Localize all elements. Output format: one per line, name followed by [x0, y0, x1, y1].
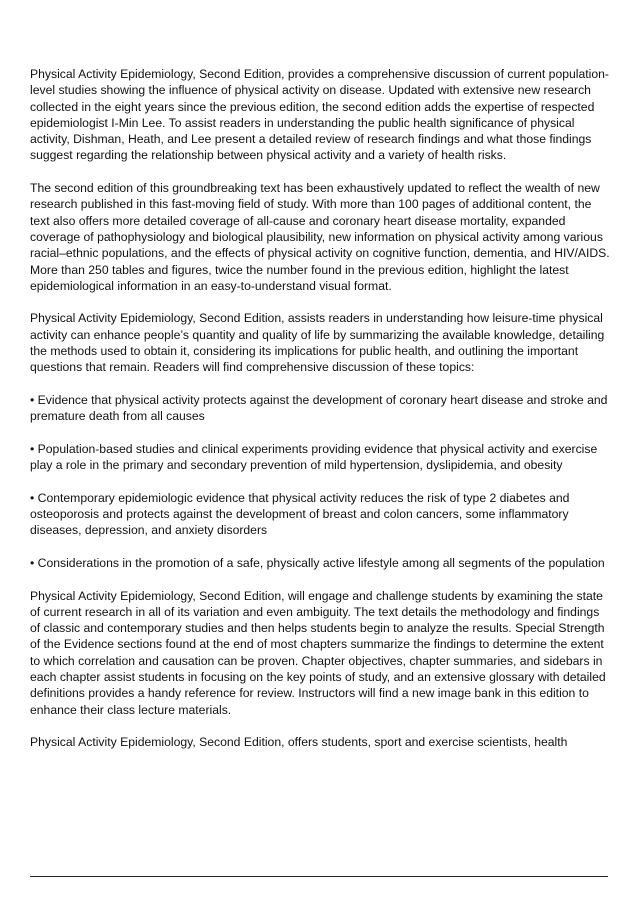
bullet-active-lifestyle: • Considerations in the promotion of a safe, physically active lifestyle among all segments of the population [30, 555, 605, 570]
bullet-coronary-heart-disease: • Evidence that physical activity protects against the development of coronary heart disease and stroke and premature death from all causes [30, 392, 608, 424]
paragraph-topics-intro: Physical Activity Epidemiology, Second Edition, assists readers in understanding how leisure-time physical activity can enhance people’s quantity and quality of life by summarizing the available knowledge, detailing the methods used to obtain it, considering its implications for public health, and outlining the important questions that remain. Readers will find comprehensive discussion of these topics: [30, 311, 605, 375]
footer-divider [30, 876, 608, 877]
paragraph-audience: Physical Activity Epidemiology, Second Edition, offers students, sport and exercise scientists, health [30, 735, 568, 750]
document-body [30, 66, 610, 767]
paragraph-second-edition: The second edition of this groundbreaking text has been exhaustively updated to reflect the wealth of new research published in this fast-moving field of study. With more than 100 pages of additional content, the text also offers more detailed coverage of all-cause and coronary heart disease mortality, expanded coverage of pathophysiology and biological plausibility, new information on physical activity among various racial–ethnic populations, and the effects of physical activity on cognitive function, dementia, and HIV/AIDS. More than 250 tables and figures, twice the number found in the previous edition, highlight the latest epidemiological information in an easy-to-understand visual format. [30, 181, 610, 293]
paragraph-students: Physical Activity Epidemiology, Second Edition, will engage and challenge students by examining the state of current research in all of its variation and even ambiguity. The text details the methodology and findings of classic and contemporary studies and then helps students begin to analyze the results. Special Strength of the Evidence sections found at the end of most chapters summarize the findings to determine the extent to which correlation and causation can be proven. Chapter objectives, chapter summaries, and sidebars in each chapter assist students in focusing on the key points of study, and an extensive glossary with detailed definitions provides a handy reference for review. Instructors will find a new image bank in this edition to enhance their class lecture materials. [30, 588, 606, 717]
bullet-population-studies: • Population-based studies and clinical experiments providing evidence that physical activity and exercise play a role in the primary and secondary prevention of mild hypertension, dyslipidemia, and obesity [30, 441, 598, 473]
bullet-epidemiologic-evidence: • Contemporary epidemiologic evidence that physical activity reduces the risk of type 2 diabetes and osteoporosis and protects against the development of breast and colon cancers, some inflammatory diseases, depression, and anxiety disorders [30, 490, 570, 538]
paragraph-intro: Physical Activity Epidemiology, Second Edition, provides a comprehensive discussion of current population-level studies showing the influence of physical activity on disease. Updated with extensive new research collected in the eight years since the previous edition, the second edition adds the expertise of respected epidemiologist I-Min Lee. To assist readers in understanding the public health significance of physical activity, Dishman, Heath, and Lee present a detailed review of research findings and what those findings suggest regarding the relationship between physical activity and a variety of health risks. [30, 67, 609, 163]
